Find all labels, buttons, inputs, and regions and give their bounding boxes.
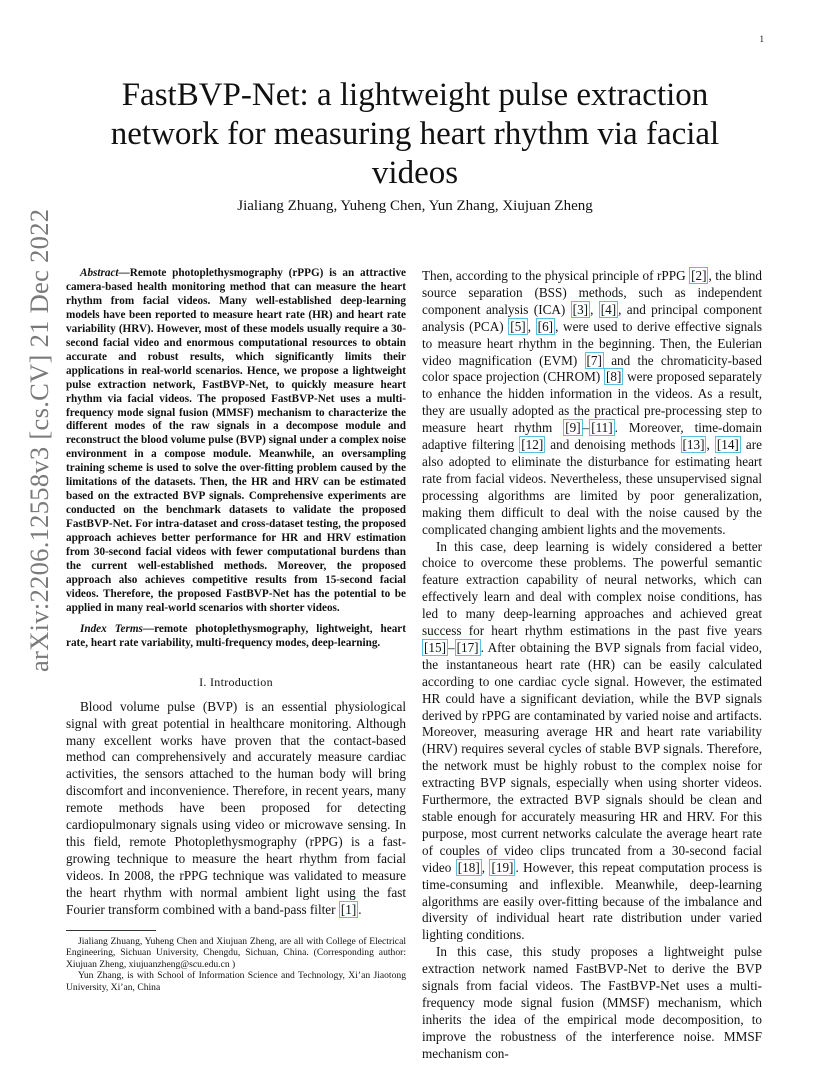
paragraph-text: Then, according to the physical principle of rPPG [422,268,690,283]
paragraph-text: In this case, this study proposes a lightweight pulse extraction network named FastBVP-Net to derive the BVP signals from facial videos. The FastBVP-Net uses a multi-frequency mode signal fusion (MMSF) mechanism, which inherits the idea of the empirical mode decomposition, to improve the robustness of the interference noise. MMSF mechanism con- [422,944,762,1061]
paragraph-text: , were used to derive effective signals to measure heart rhythm in the beginning. Then, the Eulerian video magnification (EVM) [422,318,762,368]
right-column [422,268,762,1063]
paragraph-text: are also adopted to eliminate the disturbance for estimating heart rate from facial videos. Nevertheless, these unsupervised signal processing algorithms are limited by poor generalization, making them difficult to deal with the noise caused by the complicated changing ambient lights and the movements. [422,437,762,537]
paragraph-text: , the blind source separation (BSS) methods, such as independent component analysis (ICA) [422,268,762,317]
paragraph-text: , [706,437,715,453]
paragraph-text: . However, this repeat computation process is time-consuming and inflexible. Meanwhile, deep-learning algorithms are easily over-fitting because of the imbalance and diversity of individual heart rate distribution under varied lighting conditions. [422,859,762,943]
citation-link[interactable]: [1] [340,901,357,917]
paragraph-text: , [527,318,536,334]
paragraph-text: were proposed separately to enhance the hidden information in the videos. As a result, they are usually adopted as the practical pre-processing step to measure heart rhythm [422,369,763,436]
footnote-affiliation: Yun Zhang, is with School of Information Science and Technology, Xi’an Jiaotong University, Xi’an, China [66,970,406,993]
footnote-rule [66,930,156,931]
left-column [66,267,406,993]
citation-link[interactable]: [2] [691,268,707,283]
citation-link[interactable]: [17] [456,639,479,655]
citation-link[interactable]: [3] [572,301,589,317]
paragraph-text: . After obtaining the BVP signals from facial video, the instantaneous heart rate (HR) can be easily calculated according to one cardiac cycle signal. However, the estimated HR could have a significant deviation, while the BVP signals derived by rPPG are contaminated by varied noise and artifacts. Moreover, measuring average HR and heart rate variability (HRV) requires several cycles of stable BVP signals. Therefore, the network must be highly robust to the complex noise for extracting BVP signals, especially when using shorter videos. Furthermore, the extracted BVP signals should be clean and stable enough for accurately measuring HR and HRV. For this purpose, most current networks calculate the average heart rate of couples of video clips truncated from a 30-second facial video [422,639,762,875]
citation-link[interactable]: [13] [682,437,705,453]
citation-link[interactable]: [5] [510,318,526,334]
intro-paragraph [66,699,406,919]
section-heading: I. Introduction [199,674,273,689]
paragraph-text: , [590,301,599,317]
intro-text-end: . [358,901,362,917]
body-paragraph [422,539,762,945]
abstract-label: Abstract [80,267,119,279]
body-paragraph [422,268,762,539]
citation-link[interactable]: [7] [586,352,602,368]
intro-text: Blood volume pulse (BVP) is an essential physiological signal with great potential in healthcare monitoring. Although many excellent works have proven that the contact-based method can comprehensively and accurately measure cardiac activities, the sensors attached to the human body will bring discomfort and inconvenience. Therefore, in recent years, many remote methods have been proposed for detecting cardiopulmonary signals using video or microwave sensing. In this field, remote Photoplethysmography (rPPG) is a fast-growing technique to measure the heart rhythm from facial videos. In 2008, the rPPG technique was validated to measure the heart rhythm with normal ambient light using the fast Fourier transform combined with a band-pass filter [66,698,406,917]
index-terms [66,623,406,651]
arxiv-identifier: arXiv:2206.12558v3 [cs.CV] 21 Dec 2022 [24,208,54,672]
abstract [66,267,406,616]
citation-link[interactable]: [19] [491,859,514,875]
index-terms-label: Index Terms [80,622,143,635]
author-list: Jialiang Zhuang, Yuheng Chen, Yun Zhang, Xiujuan Zheng [237,198,593,214]
paragraph-text: and the chromaticity-based color space projection (CHROM) [422,352,762,385]
paragraph-text: . Moreover, time-domain adaptive filtering [422,420,762,453]
paragraph-text: – [447,639,455,655]
citation-link[interactable]: [14] [716,437,739,453]
footnote-affiliation: Jialiang Zhuang, Yuheng Chen and Xiujuan Zheng, are all with College of Electrical Engineering, Sichuan University, Chengdu, Sichuan, China. (Corresponding author: Xiujuan Zheng, xiujuanzheng@scu.edu.cn ) [66,935,406,970]
paragraph-text: , [481,859,490,875]
paper-title: FastBVP-Net: a lightweight pulse extraction network for measuring heart rhythm via facial videos [110,77,720,191]
paragraph-text: and denoising methods [545,437,681,453]
citation-link[interactable]: [18] [457,859,480,875]
citation-link[interactable]: [4] [600,301,617,317]
body-paragraph [422,944,762,1062]
paragraph-text: , and principal component analysis (PCA) [422,301,763,334]
paragraph-text: In this case, deep learning is widely considered a better choice to overcome these problems. The powerful semantic feature extraction capability of neural networks, which can effectively learn and deal with complex noise conditions, has led to many deep-learning approaches and achieved great success for heart rhythm estimations in the past five years [422,538,762,639]
citation-link[interactable]: [8] [605,369,622,385]
paragraph-text: – [582,420,590,436]
abstract-text: —Remote photoplethysmography (rPPG) is an attractive camera-based health monitoring method that can measure the heart rhythm from facial videos. Many well-established deep-learning models have been reported to measure heart rate (HR) and heart rate variability (HRV). However, most of these models usually require a 30-second facial video and enormous computational resources to obtain accurate and robust results, which significantly limits their applications in real-world scenarios. Hence, we propose a lightweight pulse extraction network, FastBVP-Net, to quickly measure heart rhythm via facial videos. The proposed FastBVP-Net uses a multi-frequency mode signal fusion (MMSF) mechanism to characterize the different modes of the raw signals in a decompose module and reconstruct the blood volume pulse (BVP) signal under a complex noise environment in a compose module. Meanwhile, an oversampling training scheme is used to solve the over-fitting problem caused by the limitations of the datasets. Then, the HR and HRV can be estimated based on the extracted BVP signals. Comprehensive experiments are conducted on the benchmark datasets to validate the proposed FastBVP-Net. For intra-dataset and cross-dataset testing, the proposed approach achieves better performance for HR and HRV estimation from 30-second facial videos with fewer computational burdens than the current well-established methods. Moreover, the proposed approach also achieves competitive results from 15-second facial videos. Therefore, the proposed FastBVP-Net has the potential to be applied in many real-world scenarios with shorter videos. [66,267,406,614]
citation-link[interactable]: [11] [591,420,613,436]
index-terms-text: —remote photoplethysmography, lightweight, heart rate, heart rate variability, multi-frequency modes, deep-learning. [66,622,406,649]
page-number: 1 [759,34,764,44]
citation-link[interactable]: [12] [521,437,544,453]
citation-link[interactable]: [6] [537,318,554,334]
citation-link[interactable]: [15] [424,639,446,655]
citation-link[interactable]: [9] [565,420,581,436]
